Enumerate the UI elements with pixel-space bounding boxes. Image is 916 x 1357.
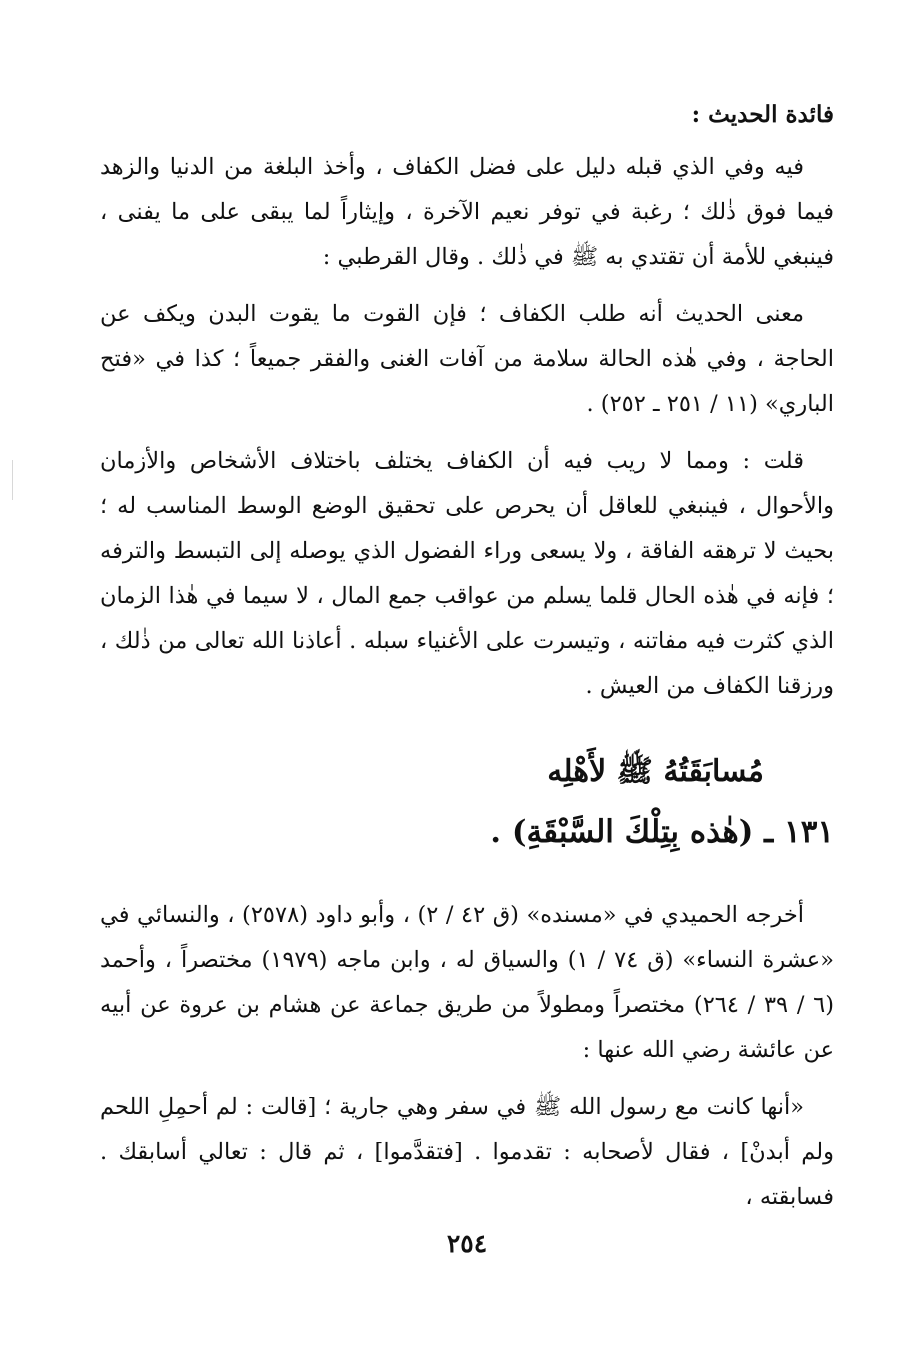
page-number: ٢٥٤: [446, 1229, 488, 1258]
paragraph-hadith-text: «أنها كانت مع رسول الله ﷺ في سفر وهي جارية ؛ [قالت : لم أحمِلِ اللحم ولم أبدنْ] ، فقال لأصحابه : تقدموا . [فتقدَّموا] ، ثم قال : تعالي أسابقك . فسابقته ،: [100, 1094, 834, 1210]
paragraph-benefit-2: معنى الحديث أنه طلب الكفاف ؛ فإن القوت ما يقوت البدن ويكف عن الحاجة ، وفي هٰذه الحالة سلامة من آفات الغنى والفقر جميعاً ؛ كذا في «فتح الباري» (١١ / ٢٥١ ـ ٢٥٢) .: [100, 301, 834, 417]
scan-margin-mark: [12, 460, 13, 500]
paragraph-benefit-3: قلت : ومما لا ريب فيه أن الكفاف يختلف باختلاف الأشخاص والأزمان والأحوال ، فينبغي للعاقل أن يحرص على تحقيق الوضع الوسط المناسب له ؛ بحيث لا ترهقه الفاقة ، ولا يسعى وراء الفضول الذي يوصله إلى التبسط والترفه ؛ فإنه في هٰذه الحال قلما يسلم من عواقب جمع المال ، لا سيما في هٰذا الزمان الذي كثرت فيه مفاتنه ، وتيسرت على الأغنياء سبله . أعاذنا الله تعالى من ذٰلك ، ورزقنا الكفاف من العيش .: [100, 448, 834, 699]
hadith-title: ١٣١ ـ (هٰذه بِتِلْكَ السَّبْقَةِ) .: [490, 814, 834, 850]
section-heading-benefit: فائدة الحديث :: [691, 101, 834, 128]
chapter-title: مُسابَقَتُهُ ﷺ لأَهْلِه: [547, 754, 764, 789]
paragraph-takhrij: أخرجه الحميدي في «مسنده» (ق ٤٢ / ٢) ، وأبو داود (٢٥٧٨) ، والنسائي في «عشرة النساء» (ق ٧٤ / ١) والسياق له ، وابن ماجه (١٩٧٩) مختصراً ، وأحمد (٦ / ٣٩ / ٢٦٤) مختصراً ومطولاً من طريق جماعة عن هشام بن عروة عن أبيه عن عائشة رضي الله عنها :: [100, 902, 835, 1063]
paragraph-benefit-1: فيه وفي الذي قبله دليل على فضل الكفاف ، وأخذ البلغة من الدنيا والزهد فيما فوق ذٰلك ؛ رغبة في توفر نعيم الآخرة ، وإيثاراً لما يبقى على ما يفنى ، فينبغي للأمة أن تقتدي به ﷺ في ذٰلك . وقال القرطبي :: [100, 154, 834, 270]
book-page: [100, 95, 834, 1315]
